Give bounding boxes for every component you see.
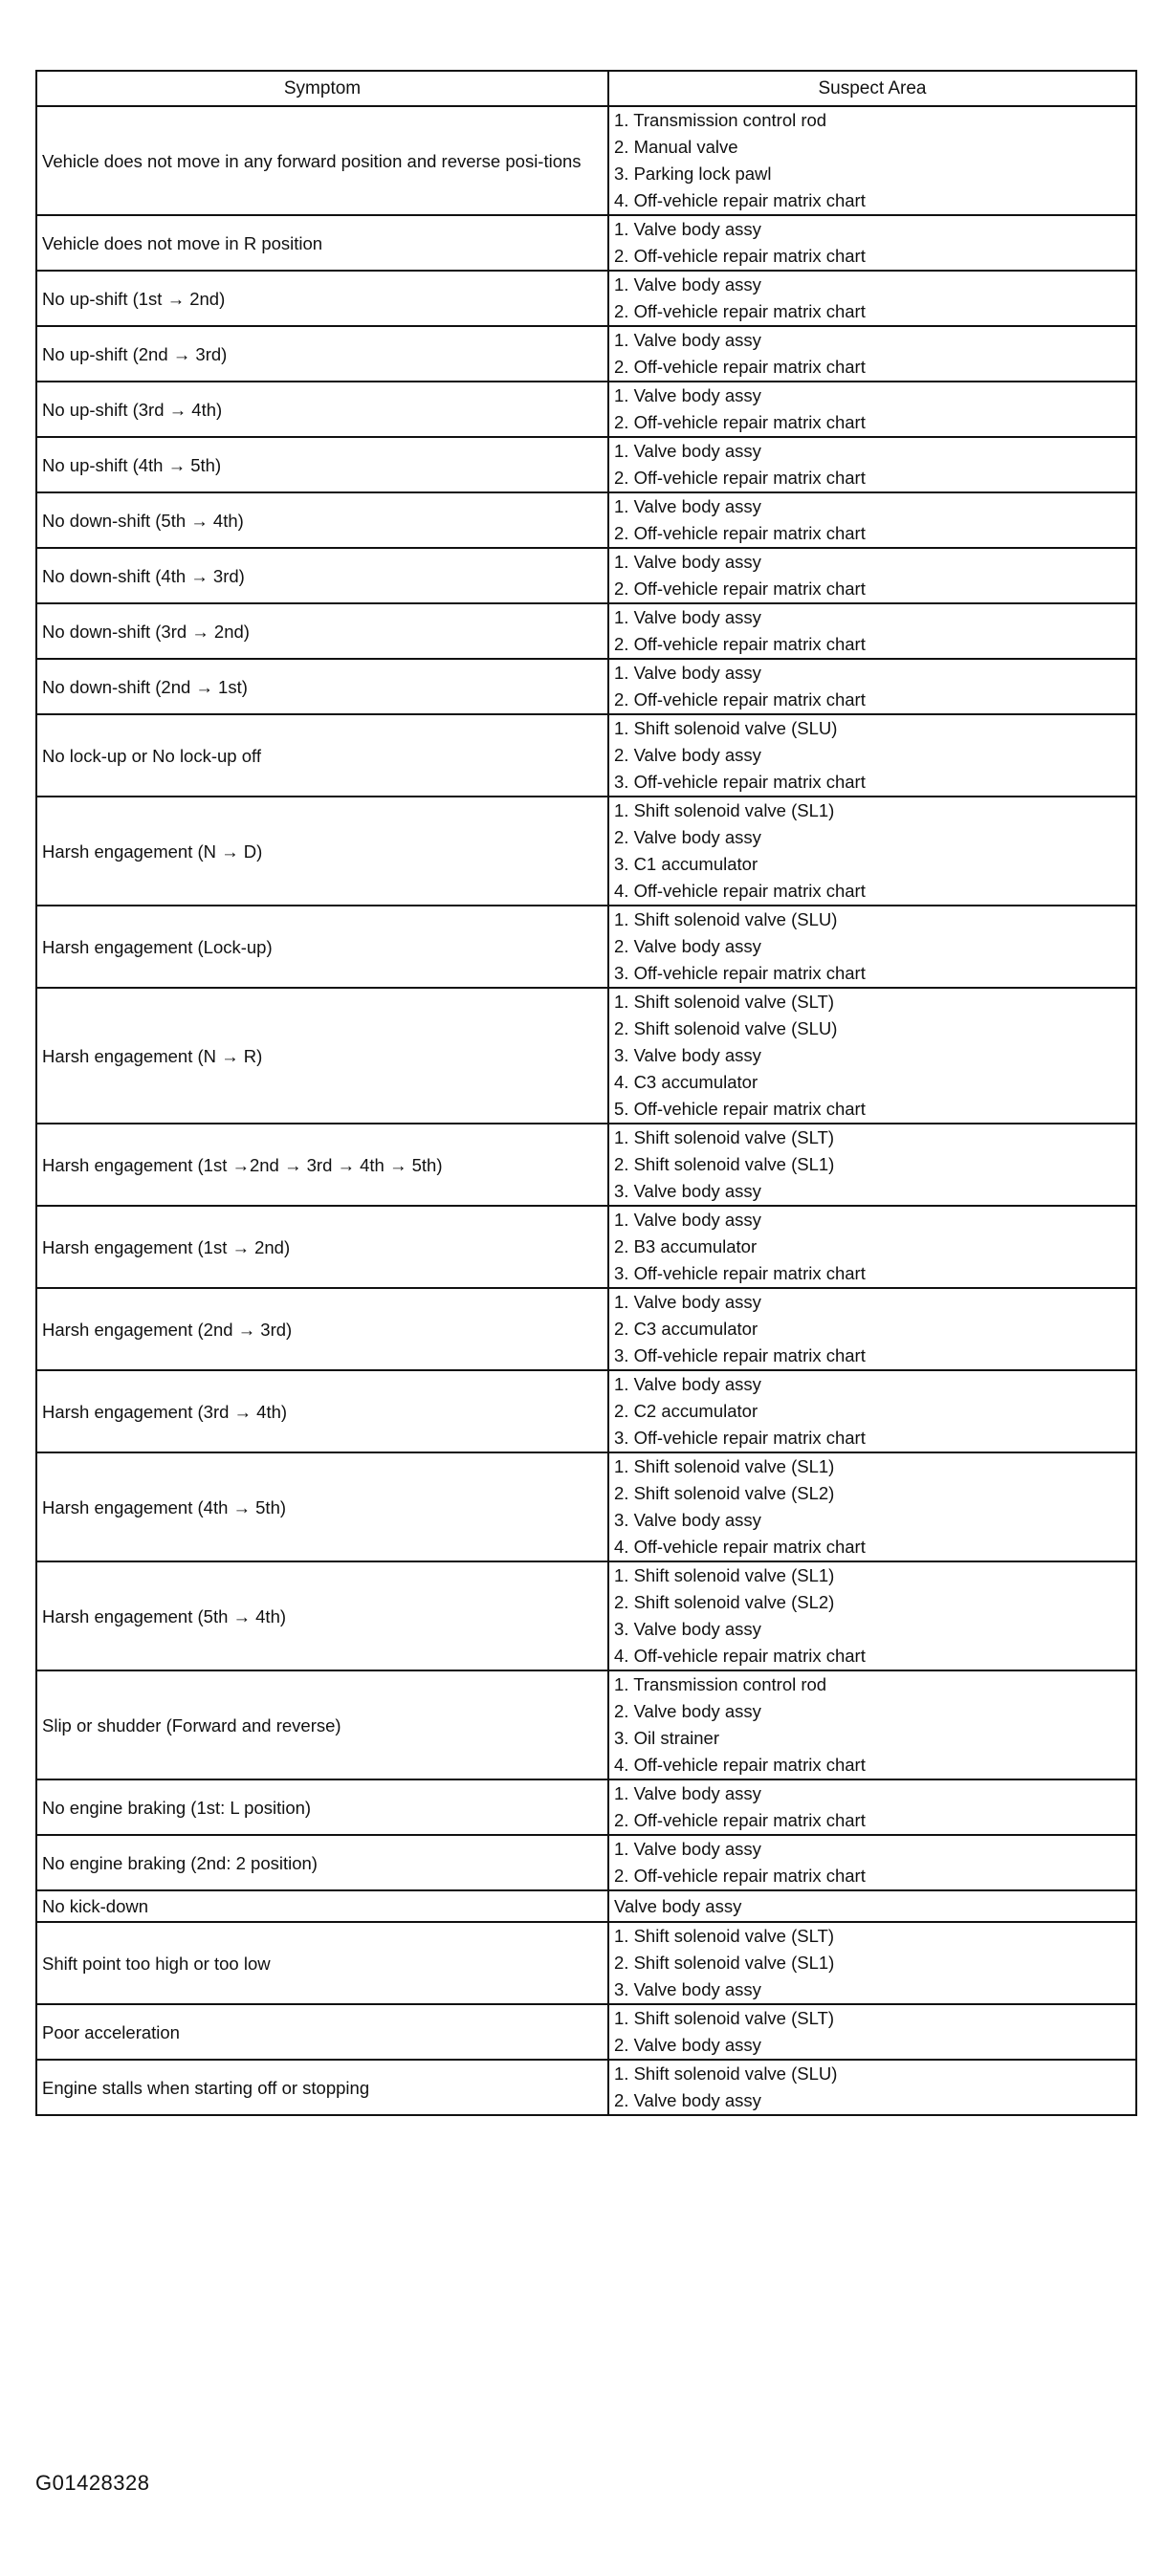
table-row (36, 988, 1136, 1124)
suspect-area-cell (608, 2004, 1136, 2060)
suspect-area-item: 2. Valve body assy (614, 827, 761, 847)
suspect-area-item: 1. Valve body assy (614, 1292, 761, 1312)
symptom-cell: Harsh engagement (4th → 5th) (36, 1452, 608, 1561)
suspect-area-item: 1. Valve body assy (614, 441, 761, 461)
symptom-cell: Harsh engagement (1st → 2nd) (36, 1206, 608, 1288)
table-row (36, 382, 1136, 437)
suspect-area-item: 4. Off-vehicle repair matrix chart (614, 881, 866, 901)
suspect-area-item: 3. Valve body assy (614, 1510, 761, 1530)
suspect-area-item: 3. Off-vehicle repair matrix chart (614, 963, 866, 983)
suspect-area-cell (608, 1779, 1136, 1835)
suspect-area-cell (608, 1890, 1136, 1922)
table-row (36, 492, 1136, 548)
suspect-area-item: 1. Valve body assy (614, 274, 761, 295)
table-header (36, 71, 1136, 106)
suspect-area-item: 1. Valve body assy (614, 607, 761, 627)
suspect-area-item: 2. Shift solenoid valve (SL1) (614, 1953, 835, 1973)
suspect-area-item: 4. Off-vehicle repair matrix chart (614, 1646, 866, 1666)
suspect-area-item: 1. Transmission control rod (614, 1674, 827, 1694)
suspect-area-cell (608, 714, 1136, 797)
table-row (36, 797, 1136, 906)
suspect-area-item: 1. Shift solenoid valve (SLU) (614, 2063, 838, 2084)
suspect-area-item: 1. Valve body assy (614, 663, 761, 683)
symptom-cell: No down-shift (2nd → 1st) (36, 659, 608, 714)
symptom-cell: No down-shift (5th → 4th) (36, 492, 608, 548)
suspect-area-item: 4. Off-vehicle repair matrix chart (614, 1755, 866, 1775)
suspect-area-item: 2. B3 accumulator (614, 1236, 758, 1256)
suspect-area-item: 2. Valve body assy (614, 936, 761, 956)
table-row (36, 1370, 1136, 1452)
table-row (36, 1452, 1136, 1561)
suspect-area-item: 1. Shift solenoid valve (SLT) (614, 1127, 834, 1147)
suspect-area-item: 2. Off-vehicle repair matrix chart (614, 412, 866, 432)
symptom-cell: No up-shift (3rd → 4th) (36, 382, 608, 437)
suspect-area-item: 2. Off-vehicle repair matrix chart (614, 523, 866, 543)
symptom-cell: Harsh engagement (3rd → 4th) (36, 1370, 608, 1452)
suspect-area-item: 1. Valve body assy (614, 496, 761, 516)
suspect-area-item: 1. Valve body assy (614, 330, 761, 350)
table-row (36, 2060, 1136, 2115)
symptom-cell: No lock-up or No lock-up off (36, 714, 608, 797)
suspect-area-item: 2. Valve body assy (614, 1701, 761, 1721)
table-row (36, 1922, 1136, 2004)
suspect-area-item: 1. Valve body assy (614, 219, 761, 239)
symptom-cell: No up-shift (4th → 5th) (36, 437, 608, 492)
table-row (36, 1288, 1136, 1370)
suspect-area-item: 2. Valve body assy (614, 2035, 761, 2055)
symptom-cell: No down-shift (3rd → 2nd) (36, 603, 608, 659)
suspect-area-item: 2. Valve body assy (614, 2090, 761, 2110)
symptom-cell: Poor acceleration (36, 2004, 608, 2060)
table-row (36, 714, 1136, 797)
suspect-area-item: 2. Valve body assy (614, 745, 761, 765)
suspect-area-item: 3. Off-vehicle repair matrix chart (614, 1428, 866, 1448)
suspect-area-item: 3. Valve body assy (614, 1979, 761, 1999)
table-row (36, 659, 1136, 714)
table-row (36, 603, 1136, 659)
suspect-area-item: 1. Shift solenoid valve (SLU) (614, 909, 838, 929)
suspect-area-cell (608, 797, 1136, 906)
symptom-cell: No kick-down (36, 1890, 608, 1922)
suspect-area-item: 1. Transmission control rod (614, 110, 827, 130)
header-row (36, 71, 1136, 106)
suspect-area-item: 3. Oil strainer (614, 1728, 720, 1748)
suspect-area-item: 2. Off-vehicle repair matrix chart (614, 246, 866, 266)
symptom-cell: Harsh engagement (N → R) (36, 988, 608, 1124)
symptom-cell: Harsh engagement (N → D) (36, 797, 608, 906)
suspect-area-cell (608, 906, 1136, 988)
symptom-cell: Vehicle does not move in R position (36, 215, 608, 271)
suspect-area-cell (608, 1922, 1136, 2004)
figure-id: G01428328 (35, 2471, 150, 2495)
troubleshooting-table (35, 70, 1137, 2116)
suspect-area-item: 2. Off-vehicle repair matrix chart (614, 579, 866, 599)
suspect-area-item: 1. Valve body assy (614, 385, 761, 405)
suspect-area-item: 2. Off-vehicle repair matrix chart (614, 1810, 866, 1830)
table-row (36, 215, 1136, 271)
suspect-area-item: 1. Shift solenoid valve (SL1) (614, 800, 835, 820)
suspect-area-item: 2. Off-vehicle repair matrix chart (614, 357, 866, 377)
symptom-cell: No engine braking (2nd: 2 position) (36, 1835, 608, 1890)
suspect-area-cell (608, 106, 1136, 215)
table-row (36, 1779, 1136, 1835)
symptom-cell: Engine stalls when starting off or stopping (36, 2060, 608, 2115)
suspect-area-item: 2. C3 accumulator (614, 1319, 758, 1339)
suspect-area-item: 4. C3 accumulator (614, 1072, 758, 1092)
suspect-area-item: 2. C2 accumulator (614, 1401, 758, 1421)
suspect-area-cell (608, 382, 1136, 437)
symptom-cell: Shift point too high or too low (36, 1922, 608, 2004)
suspect-area-cell (608, 548, 1136, 603)
suspect-area-item: 4. Off-vehicle repair matrix chart (614, 190, 866, 210)
suspect-area-item: 2. Off-vehicle repair matrix chart (614, 1866, 866, 1886)
table-row (36, 106, 1136, 215)
symptom-cell: No up-shift (2nd → 3rd) (36, 326, 608, 382)
suspect-area-item: 1. Shift solenoid valve (SLU) (614, 718, 838, 738)
suspect-area-item: 5. Off-vehicle repair matrix chart (614, 1099, 866, 1119)
suspect-area-item: 1. Shift solenoid valve (SL1) (614, 1565, 835, 1585)
suspect-area-item: 2. Shift solenoid valve (SLU) (614, 1018, 838, 1038)
table-row (36, 1835, 1136, 1890)
suspect-area-item: 2. Shift solenoid valve (SL2) (614, 1483, 835, 1503)
suspect-area-item: 1. Shift solenoid valve (SL1) (614, 1456, 835, 1476)
suspect-area-item: 2. Off-vehicle repair matrix chart (614, 689, 866, 709)
suspect-area-item: 3. Valve body assy (614, 1619, 761, 1639)
symptom-cell: No up-shift (1st → 2nd) (36, 271, 608, 326)
symptom-cell: Harsh engagement (2nd → 3rd) (36, 1288, 608, 1370)
table-row (36, 2004, 1136, 2060)
table-row (36, 1206, 1136, 1288)
table-row (36, 1670, 1136, 1779)
symptom-cell: Harsh engagement (1st →2nd → 3rd → 4th → 5th) (36, 1124, 608, 1206)
suspect-area-cell (608, 1206, 1136, 1288)
suspect-area-cell (608, 2060, 1136, 2115)
suspect-area-item: 3. Off-vehicle repair matrix chart (614, 1263, 866, 1283)
suspect-area-item: 3. Valve body assy (614, 1181, 761, 1201)
suspect-area-cell (608, 1370, 1136, 1452)
suspect-area-item: 1. Valve body assy (614, 1374, 761, 1394)
suspect-area-cell (608, 1124, 1136, 1206)
suspect-area-item: 2. Shift solenoid valve (SL2) (614, 1592, 835, 1612)
suspect-area-cell (608, 326, 1136, 382)
suspect-area-item: 3. Parking lock pawl (614, 164, 772, 184)
table-row (36, 1890, 1136, 1922)
table-row (36, 906, 1136, 988)
suspect-area-cell (608, 437, 1136, 492)
suspect-area-item: 2. Manual valve (614, 137, 738, 157)
suspect-area-cell (608, 492, 1136, 548)
table-row (36, 326, 1136, 382)
suspect-area-item: 3. Off-vehicle repair matrix chart (614, 772, 866, 792)
document-page (35, 70, 1135, 2116)
suspect-area-cell (608, 215, 1136, 271)
suspect-area-item: 3. Valve body assy (614, 1045, 761, 1065)
suspect-area-item: 1. Shift solenoid valve (SLT) (614, 992, 834, 1012)
suspect-area-item: 1. Valve body assy (614, 1839, 761, 1859)
symptom-cell: No down-shift (4th → 3rd) (36, 548, 608, 603)
suspect-area-cell (608, 1288, 1136, 1370)
suspect-area-item: Valve body assy (614, 1895, 742, 1916)
table-body (36, 106, 1136, 2115)
suspect-area-item: 2. Shift solenoid valve (SL1) (614, 1154, 835, 1174)
symptom-cell: Harsh engagement (Lock-up) (36, 906, 608, 988)
suspect-area-cell (608, 988, 1136, 1124)
table-row (36, 437, 1136, 492)
suspect-area-item: 1. Shift solenoid valve (SLT) (614, 1926, 834, 1946)
table-row (36, 548, 1136, 603)
suspect-area-cell (608, 1670, 1136, 1779)
suspect-area-item: 2. Off-vehicle repair matrix chart (614, 634, 866, 654)
suspect-area-cell (608, 271, 1136, 326)
suspect-area-item: 4. Off-vehicle repair matrix chart (614, 1537, 866, 1557)
header-suspect-area: Suspect Area (608, 71, 1136, 106)
suspect-area-cell (608, 659, 1136, 714)
symptom-cell: Harsh engagement (5th → 4th) (36, 1561, 608, 1670)
header-symptom: Symptom (36, 71, 608, 106)
suspect-area-item: 1. Shift solenoid valve (SLT) (614, 2008, 834, 2028)
symptom-cell: No engine braking (1st: L position) (36, 1779, 608, 1835)
suspect-area-cell (608, 1561, 1136, 1670)
table-row (36, 1561, 1136, 1670)
table-row (36, 271, 1136, 326)
suspect-area-item: 3. Off-vehicle repair matrix chart (614, 1345, 866, 1365)
suspect-area-item: 1. Valve body assy (614, 1210, 761, 1230)
suspect-area-cell (608, 603, 1136, 659)
table-row (36, 1124, 1136, 1206)
symptom-cell: Slip or shudder (Forward and reverse) (36, 1670, 608, 1779)
suspect-area-cell (608, 1452, 1136, 1561)
suspect-area-item: 2. Off-vehicle repair matrix chart (614, 301, 866, 321)
suspect-area-item: 2. Off-vehicle repair matrix chart (614, 468, 866, 488)
suspect-area-item: 1. Valve body assy (614, 1783, 761, 1803)
symptom-cell: Vehicle does not move in any forward position and reverse posi-tions (36, 106, 608, 215)
suspect-area-cell (608, 1835, 1136, 1890)
suspect-area-item: 1. Valve body assy (614, 552, 761, 572)
suspect-area-item: 3. C1 accumulator (614, 854, 758, 874)
